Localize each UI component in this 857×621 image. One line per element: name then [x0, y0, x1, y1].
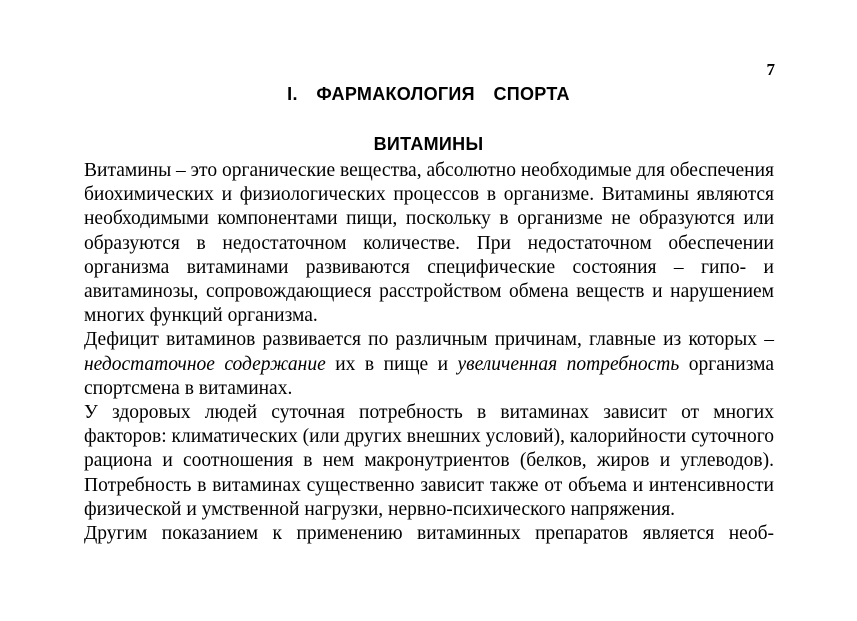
- paragraph-2-part-3: организма спортсмена в витаминах.: [84, 353, 775, 399]
- paragraph-4: Другим показанием к применению витаминных препаратов является необ-: [84, 523, 774, 545]
- paragraph-3: У здоровых людей суточная потребность в витаминах зависит от многих факторов: климатических (или других внешних условий), калорийности суточного рациона и соотношения в нем макронутриентов (белков, жиров и углеводов). Потребность в витаминах существенно зависит также от объема и интенсивности физической и умственной нагрузки, нервно-психического напряжения.: [84, 402, 775, 520]
- paragraph-1: Витамины – это органические вещества, абсолютно необходимые для обеспечения биохимических и физиологических процессов в организме. Витамины являются необходимыми компонентами пищи, поскольку в организме не образуются или образуются в недостаточном количестве. При недостаточном обеспечении организма витаминами развиваются специфические состояния – гипо- и авитаминозы, сопровождающиеся расстройством обмена веществ и нарушением многих функций организма.: [84, 160, 774, 327]
- paragraph-2-part-2: их в пище и: [325, 353, 458, 375]
- paragraph-2-italic-1: недостаточное содержание: [84, 353, 326, 375]
- section-title: ВИТАМИНЫ: [373, 134, 484, 154]
- paragraph-2: [84, 328, 774, 401]
- paragraph-2-italic-2: увеличенная потребность: [457, 353, 680, 375]
- chapter-title: I. ФАРМАКОЛОГИЯ СПОРТА: [287, 84, 570, 104]
- body-text: [84, 159, 774, 546]
- paragraph-2-part-1: Дефицит витаминов развивается по различным причинам, главные из которых –: [84, 329, 774, 351]
- page-number: 7: [766, 60, 775, 79]
